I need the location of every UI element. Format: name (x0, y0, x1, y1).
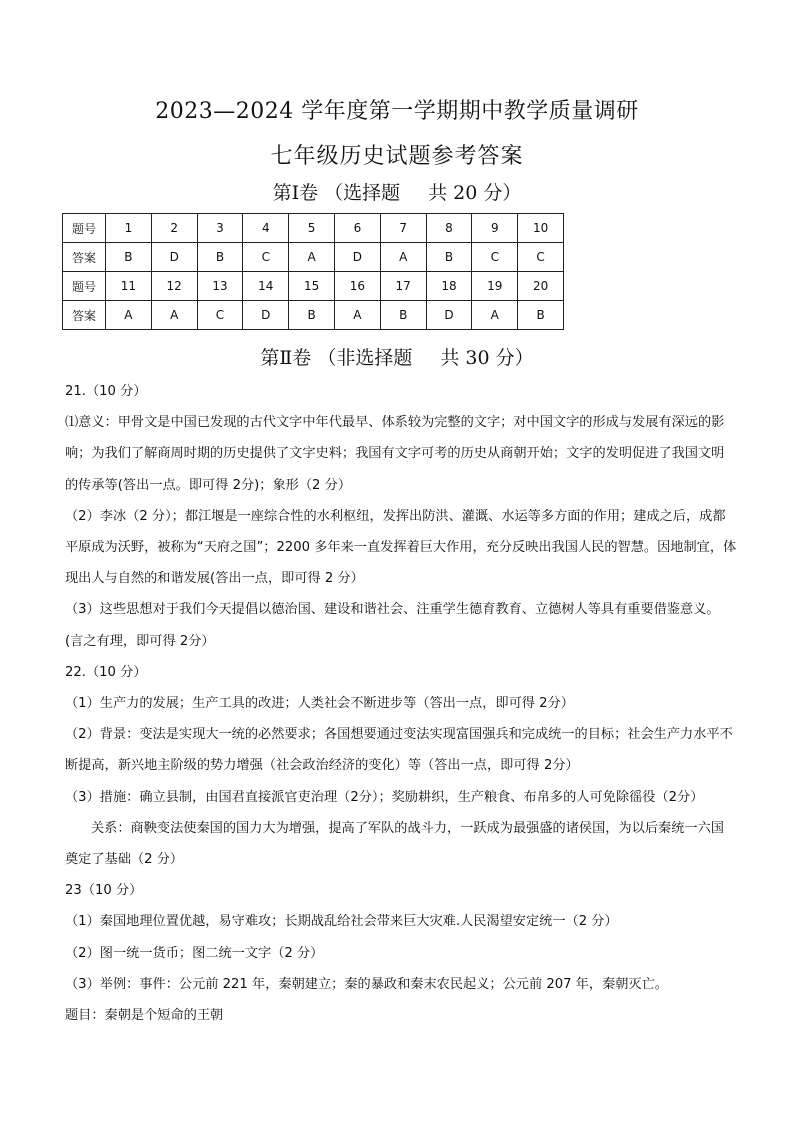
table-cell: B (426, 243, 472, 272)
question-21-part-2: （2）李冰（2 分）；都江堰是一座综合性的水利枢纽，发挥出防洪、灌溉、水运等多方面的作用；建成之后，成都平原成为沃野，被称为“天府之国”；2200 多年来一直发挥着巨大作用，充分反映出我国人民的智慧。因地制宜，体现出人与自然的和谐发展(答出一点，即可得 2 分） (65, 508, 737, 587)
question-21-part-3: （3）这些思想对于我们今天提倡以德治国、建设和谐社会、注重学生德育教育、立德树人等具有重要借鉴意义。(言之有理，即可得 2分） (65, 602, 720, 649)
table-cell: 13 (197, 272, 243, 301)
table-cell: 9 (472, 214, 518, 243)
table-cell: 20 (518, 272, 564, 301)
question-21-heading: 21.（10 分） (65, 384, 147, 399)
table-row (63, 301, 564, 330)
question-23-part-3: （3）举例：事件：公元前 221 年，秦朝建立；秦的暴政和秦末农民起义；公元前 207 年，秦朝灭亡。 (65, 976, 668, 992)
table-cell: 8 (426, 214, 472, 243)
table-cell: A (334, 301, 380, 330)
table-row (63, 214, 564, 243)
question-23-heading: 23（10 分） (65, 883, 143, 899)
table-cell: 5 (289, 214, 335, 243)
page-title: 2023—2024 学年度第一学期期中教学质量调研 (155, 99, 639, 124)
table-cell: 19 (472, 272, 518, 301)
question-21-part-1: ⑴意义：甲骨文是中国已发现的古代文字中年代最早、体系较为完整的文字；对中国文字的形成与发展有深远的影响；为我们了解商周时期的历史提供了文字史料；我国有文字可考的历史从商朝开始；文字的发明促进了我国文明的传承等(答出一点。即可得 2分)；象形（2 分） (65, 415, 725, 493)
table-cell: 2 (151, 214, 197, 243)
row-label: 题号 (63, 214, 106, 243)
question-23-part-2: （2）图一统一货币；图二统一文字（2 分） (65, 945, 324, 961)
table-cell: B (289, 301, 335, 330)
table-cell: 7 (380, 214, 426, 243)
answer-table (62, 213, 564, 330)
table-cell: C (197, 301, 243, 330)
question-23-part-1: （1）秦国地理位置优越，易守难攻；长期战乱给社会带来巨大灾难.人民渴望安定统一（2 分） (65, 914, 618, 930)
page-subtitle: 七年级历史试题参考答案 (270, 144, 524, 169)
table-cell: 18 (426, 272, 472, 301)
row-label: 答案 (63, 243, 106, 272)
question-22-part-1: （1）生产力的发展；生产工具的改进；人类社会不断进步等（答出一点，即可得 2分） (65, 696, 574, 712)
table-cell: 16 (334, 272, 380, 301)
table-cell: 6 (334, 214, 380, 243)
question-23-topic: 题目：秦朝是个短命的王朝 (65, 1008, 224, 1024)
table-cell: A (151, 301, 197, 330)
table-cell: A (289, 243, 335, 272)
row-label: 答案 (63, 301, 106, 330)
table-cell: A (106, 301, 152, 330)
table-cell: C (243, 243, 289, 272)
question-22-heading: 22.（10 分） (65, 664, 147, 680)
table-cell: 15 (289, 272, 335, 301)
table-cell: A (472, 301, 518, 330)
table-cell: D (151, 243, 197, 272)
table-cell: C (518, 243, 564, 272)
section-2-title (0, 343, 794, 370)
table-cell: C (472, 243, 518, 272)
table-cell: 10 (518, 214, 564, 243)
table-row (63, 272, 564, 301)
table-cell: 11 (106, 272, 152, 301)
row-label: 题号 (63, 272, 106, 301)
question-22-part-2: （2）背景：变法是实现大一统的必然要求；各国想要通过变法实现富国强兵和完成统一的目标；社会生产力水平不断提高，新兴地主阶级的势力增强（社会政治经济的变化）等（答出一点，即可得 2分） (65, 727, 733, 774)
question-22-part-3: （3）措施：确立县制，由国君直接派官吏治理（2分）；奖励耕织，生产粮食、布帛多的人可免除徭役（2分） (65, 789, 704, 805)
table-cell: B (518, 301, 564, 330)
section-2-title-score: 共 30 分） (440, 347, 534, 369)
answer-body (65, 376, 737, 1031)
table-cell: D (243, 301, 289, 330)
table-cell: 14 (243, 272, 289, 301)
section-2-title-main: 第Ⅱ卷 （非选择题 (260, 347, 413, 369)
table-row (63, 243, 564, 272)
section-1-title-main: 第Ⅰ卷 （选择题 (272, 182, 401, 204)
table-cell: B (197, 243, 243, 272)
table-cell: D (334, 243, 380, 272)
section-1-title-score: 共 20 分） (428, 182, 522, 204)
section-1-title (0, 178, 794, 205)
table-cell: B (380, 301, 426, 330)
question-22-relation: 关系：商鞅变法使秦国的国力大为增强，提高了军队的战斗力，一跃成为最强盛的诸侯国，为以后秦统一六国奠定了基础（2 分） (65, 820, 724, 868)
table-cell: 1 (106, 214, 152, 243)
table-cell: 17 (380, 272, 426, 301)
table-cell: 3 (197, 214, 243, 243)
table-cell: B (106, 243, 152, 272)
table-cell: A (380, 243, 426, 272)
table-cell: D (426, 301, 472, 330)
table-cell: 4 (243, 214, 289, 243)
table-cell: 12 (151, 272, 197, 301)
